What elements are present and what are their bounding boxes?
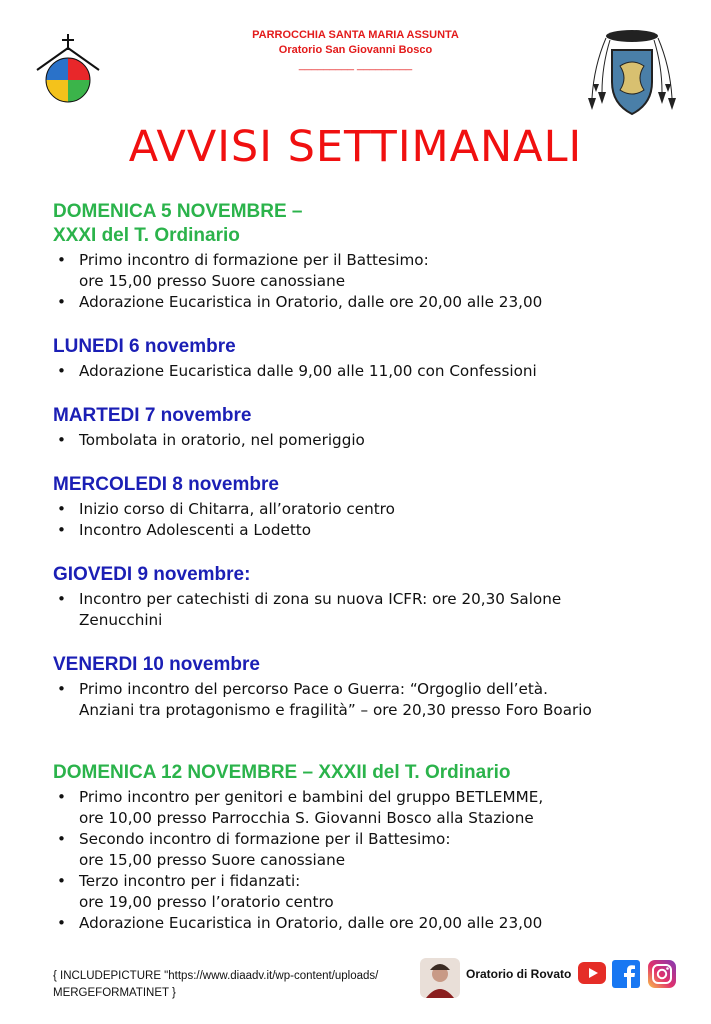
youtube-icon[interactable] xyxy=(578,962,606,984)
letterhead xyxy=(0,28,711,72)
event-item xyxy=(53,589,653,631)
event-text: • Incontro Adolescenti a Lodetto xyxy=(79,521,312,539)
event-list xyxy=(53,250,653,313)
oratory-photo-logo xyxy=(420,958,460,998)
day-block xyxy=(53,473,653,541)
event-list xyxy=(53,499,653,541)
instagram-icon[interactable] xyxy=(648,960,676,988)
event-text: • Terzo incontro per i fidanzati: xyxy=(79,872,301,890)
day-block xyxy=(53,200,653,313)
event-text: • Primo incontro del percorso Pace o Guerra: “Orgoglio dell’età. xyxy=(79,680,548,698)
field-code-line: MERGEFORMATINET } xyxy=(53,987,176,999)
day-block xyxy=(53,563,653,631)
event-text: ore 10,00 presso Parrocchia S. Giovanni Bosco alla Stazione xyxy=(79,809,534,827)
event-text: Anziani tra protagonismo e fragilità” – ore 20,30 presso Foro Boario xyxy=(79,701,592,719)
parish-name: PARROCCHIA SANTA MARIA ASSUNTA xyxy=(252,29,459,41)
day-heading: MARTEDI 7 novembre xyxy=(53,405,252,426)
event-text: • Secondo incontro di formazione per il Battesimo: xyxy=(79,830,451,848)
day-block xyxy=(53,404,653,451)
event-text: ore 15,00 presso Suore canossiane xyxy=(79,851,346,869)
event-list xyxy=(53,589,653,631)
field-code-line: { INCLUDEPICTURE "https://www.diaadv.it/wp-content/uploads/ xyxy=(53,970,379,982)
field-code-text xyxy=(53,968,378,1002)
event-text: Zenucchini xyxy=(79,611,163,629)
event-item xyxy=(53,250,653,292)
day-heading: VENERDI 10 novembre xyxy=(53,654,260,675)
day-heading: MERCOLEDI 8 novembre xyxy=(53,474,279,495)
event-text: • Incontro per catechisti di zona su nuova ICFR: ore 20,30 Salone xyxy=(79,590,562,608)
event-item xyxy=(53,520,653,541)
facebook-icon[interactable] xyxy=(612,960,640,988)
event-text: • Inizio corso di Chitarra, all’oratorio centro xyxy=(79,500,395,518)
event-item xyxy=(53,913,653,934)
day-block xyxy=(53,653,653,721)
day-heading: LUNEDI 6 novembre xyxy=(53,336,236,357)
header-rule: _________ _________ xyxy=(298,59,413,71)
event-item xyxy=(53,679,653,721)
event-text: • Adorazione Eucaristica dalle 9,00 alle 11,00 con Confessioni xyxy=(79,362,537,380)
event-item xyxy=(53,787,653,829)
page-title: AVVISI SETTIMANALI xyxy=(128,122,583,172)
event-item xyxy=(53,829,653,871)
event-item xyxy=(53,361,653,382)
event-list xyxy=(53,787,653,934)
oratory-footer-name: Oratorio di Rovato xyxy=(466,967,572,981)
event-text: • Tombolata in oratorio, nel pomeriggio xyxy=(79,431,365,449)
event-list xyxy=(53,361,653,382)
event-text: • Primo incontro di formazione per il Battesimo: xyxy=(79,251,429,269)
event-list xyxy=(53,430,653,451)
event-text: ore 19,00 presso l’oratorio centro xyxy=(79,893,334,911)
event-text: ore 15,00 presso Suore canossiane xyxy=(79,272,346,290)
day-heading: XXXI del T. Ordinario xyxy=(53,225,240,246)
event-text: • Primo incontro per genitori e bambini del gruppo BETLEMME, xyxy=(79,788,544,806)
event-item xyxy=(53,430,653,451)
event-item xyxy=(53,871,653,913)
day-heading: DOMENICA 12 NOVEMBRE – XXXII del T. Ordinario xyxy=(53,762,511,783)
event-item xyxy=(53,499,653,520)
event-text: • Adorazione Eucaristica in Oratorio, dalle ore 20,00 alle 23,00 xyxy=(79,914,543,932)
event-text: • Adorazione Eucaristica in Oratorio, dalle ore 20,00 alle 23,00 xyxy=(79,293,543,311)
day-heading: DOMENICA 5 NOVEMBRE – xyxy=(53,201,303,222)
day-block xyxy=(53,335,653,382)
day-block xyxy=(53,761,653,934)
oratory-name: Oratorio San Giovanni Bosco xyxy=(278,44,433,56)
announcements xyxy=(53,200,653,934)
event-list xyxy=(53,679,653,721)
day-heading: GIOVEDI 9 novembre: xyxy=(53,564,251,585)
event-item xyxy=(53,292,653,313)
